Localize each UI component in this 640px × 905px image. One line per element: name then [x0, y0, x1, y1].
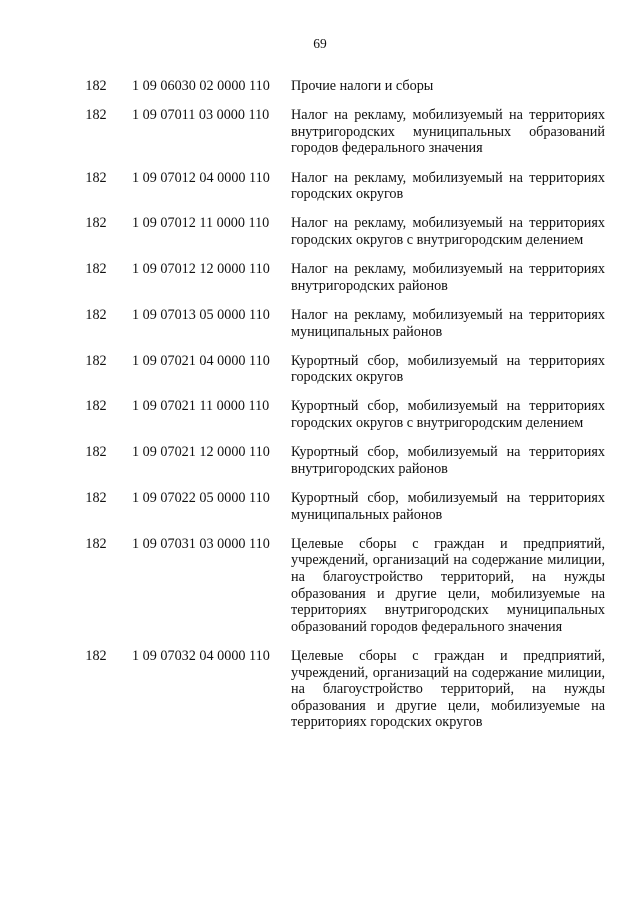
budget-classification-code: 1 09 07012 04 0000 110	[132, 169, 270, 186]
budget-code-table	[0, 78, 640, 744]
revenue-name: Налог на рекламу, мобилизуемый на территориях городских округов с внутригородским делением	[291, 215, 605, 248]
table-row	[0, 170, 640, 203]
table-row	[0, 215, 640, 248]
revenue-name: Налог на рекламу, мобилизуемый на территориях внутригородских муниципальных образований городов федерального значения	[291, 107, 605, 157]
admin-code: 182	[85, 444, 107, 461]
admin-code: 182	[85, 647, 107, 664]
table-row	[0, 536, 640, 636]
admin-code: 182	[85, 352, 107, 369]
revenue-name: Курортный сбор, мобилизуемый на территориях муниципальных районов	[291, 490, 605, 523]
admin-code: 182	[85, 398, 107, 415]
revenue-name: Курортный сбор, мобилизуемый на территориях городских округов	[291, 352, 605, 386]
revenue-name: Курортный сбор, мобилизуемый на территориях внутригородских районов	[291, 444, 605, 477]
table-row	[0, 648, 640, 731]
revenue-name: Курортный сбор, мобилизуемый на территориях городских округов с внутригородским делением	[291, 398, 605, 432]
budget-classification-code: 1 09 07012 12 0000 110	[132, 261, 270, 278]
table-row	[0, 307, 640, 340]
table-row	[0, 353, 640, 386]
revenue-name: Прочие налоги и сборы	[291, 78, 434, 94]
budget-classification-code: 1 09 07021 11 0000 110	[132, 398, 270, 415]
budget-classification-code: 1 09 07022 05 0000 110	[132, 490, 270, 507]
revenue-name: Налог на рекламу, мобилизуемый на территориях внутригородских районов	[291, 261, 605, 294]
admin-code: 182	[85, 107, 107, 124]
budget-classification-code: 1 09 06030 02 0000 110	[132, 78, 270, 94]
table-row	[0, 78, 640, 95]
table-row	[0, 261, 640, 294]
admin-code: 182	[85, 169, 107, 186]
revenue-name: Целевые сборы с граждан и предприятий, учреждений, организаций на содержание милиции, на благоустройство территорий, на нужды образования и другие цели, мобилизуемые на территориях внутригородских муниципальных образований городов федерального значения	[291, 535, 605, 635]
admin-code: 182	[85, 78, 107, 94]
budget-classification-code: 1 09 07021 12 0000 110	[132, 444, 270, 461]
budget-classification-code: 1 09 07031 03 0000 110	[132, 535, 270, 552]
revenue-name: Налог на рекламу, мобилизуемый на территориях муниципальных районов	[291, 306, 605, 340]
table-row	[0, 490, 640, 523]
page-number: 69	[313, 36, 327, 51]
admin-code: 182	[85, 535, 107, 552]
revenue-name: Целевые сборы с граждан и предприятий, учреждений, организаций на содержание милиции, на благоустройство территорий, на нужды образования и другие цели, мобилизуемые на территориях городских округов	[291, 647, 605, 731]
table-row	[0, 444, 640, 477]
budget-classification-code: 1 09 07012 11 0000 110	[132, 215, 270, 232]
revenue-name: Налог на рекламу, мобилизуемый на территориях городских округов	[291, 169, 605, 203]
table-row	[0, 107, 640, 157]
table-row	[0, 398, 640, 431]
budget-classification-code: 1 09 07011 03 0000 110	[132, 107, 270, 124]
admin-code: 182	[85, 490, 107, 507]
budget-classification-code: 1 09 07021 04 0000 110	[132, 352, 270, 369]
admin-code: 182	[85, 306, 107, 323]
budget-classification-code: 1 09 07032 04 0000 110	[132, 647, 270, 664]
budget-classification-code: 1 09 07013 05 0000 110	[132, 306, 270, 323]
admin-code: 182	[85, 261, 107, 278]
admin-code: 182	[85, 215, 107, 232]
